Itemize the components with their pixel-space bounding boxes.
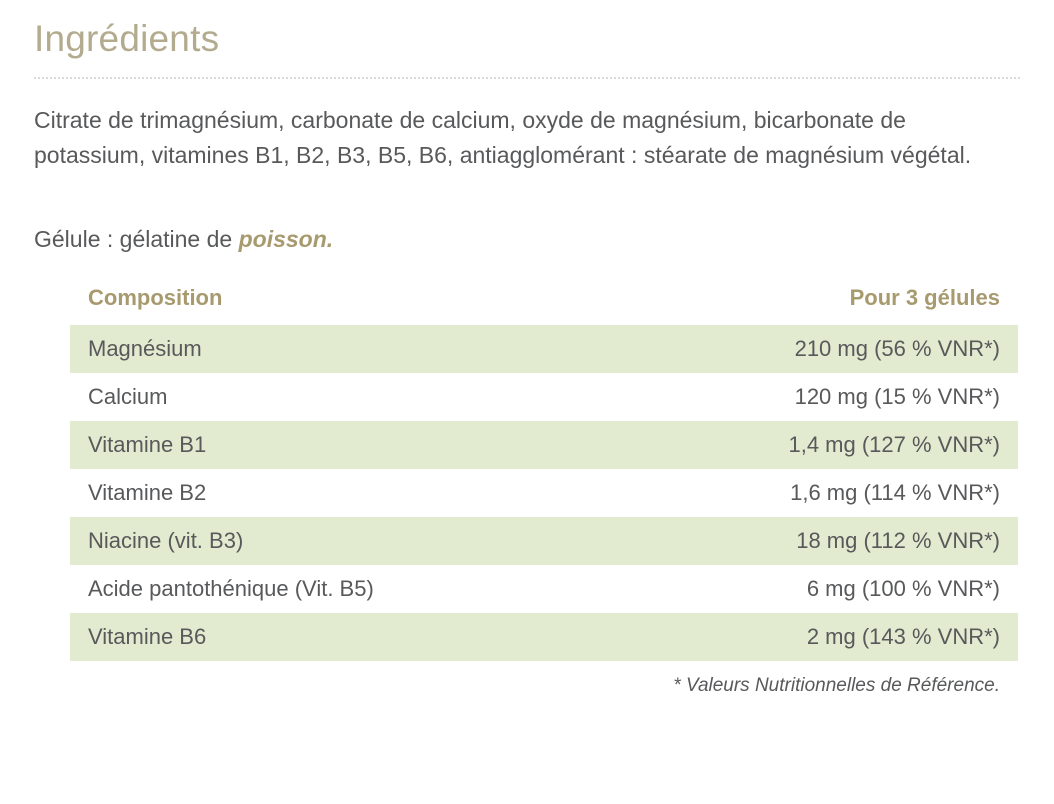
table-footnote: * Valeurs Nutritionnelles de Référence. [673,675,1000,697]
capsule-emphasis: poisson. [238,225,334,252]
row-nutrient-name: Vitamine B2 [70,469,544,517]
capsule-line [34,222,1020,258]
table-row [70,517,1018,565]
ingredients-paragraph: Citrate de trimagnésium, carbonate de calcium, oxyde de magnésium, bicarbonate de potassium, vitamines B1, B2, B3, B5, B6, antiagglomérant : stéarate de magnésium végétal. [34,106,972,169]
row-nutrient-value: 120 mg (15 % VNR*) [544,373,1018,421]
row-nutrient-value: 1,4 mg (127 % VNR*) [544,421,1018,469]
table-header-row [70,275,1018,325]
table-row [70,565,1018,613]
row-nutrient-name: Magnésium [70,325,544,373]
row-nutrient-value: 18 mg (112 % VNR*) [544,517,1018,565]
row-nutrient-name: Niacine (vit. B3) [70,517,544,565]
table-row [70,469,1018,517]
row-nutrient-value: 1,6 mg (114 % VNR*) [544,469,1018,517]
row-nutrient-name: Vitamine B6 [70,613,544,661]
table-row [70,325,1018,373]
column-header-dose: Pour 3 gélules [849,285,1000,311]
row-nutrient-value: 210 mg (56 % VNR*) [544,325,1018,373]
table-row [70,373,1018,421]
row-nutrient-name: Calcium [70,373,544,421]
table-body [70,325,1018,661]
table-row [70,613,1018,661]
row-nutrient-value: 2 mg (143 % VNR*) [544,613,1018,661]
row-nutrient-name: Acide pantothénique (Vit. B5) [70,565,544,613]
table-row [70,421,1018,469]
column-header-composition: Composition [88,285,223,311]
title-divider [34,77,1020,79]
composition-table [70,275,1018,661]
page-title: Ingrédients [34,18,220,59]
row-nutrient-value: 6 mg (100 % VNR*) [544,565,1018,613]
row-nutrient-name: Vitamine B1 [70,421,544,469]
capsule-prefix: Gélule : gélatine de [34,225,239,252]
table-head [70,275,1018,325]
